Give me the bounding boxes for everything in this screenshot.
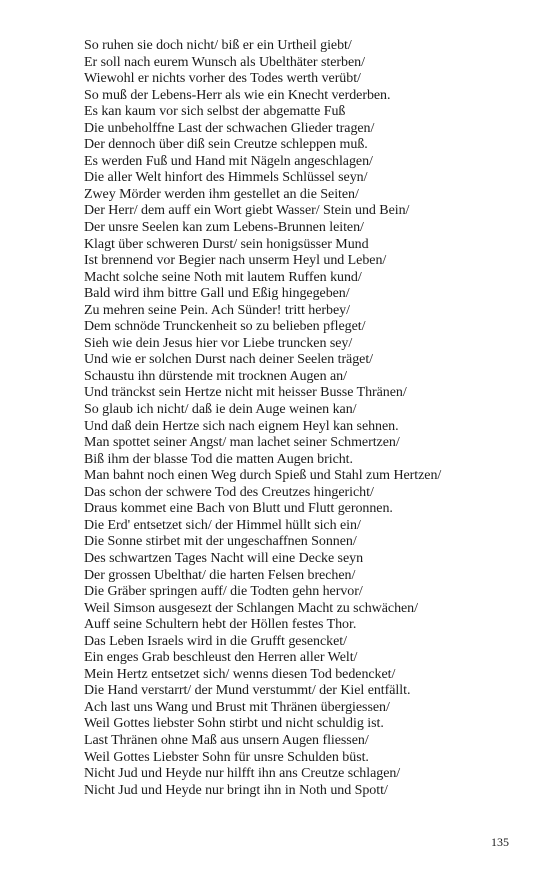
poem-line: Macht solche seine Noth mit lautem Ruffen kund/	[84, 269, 362, 285]
poem-line: Und tränckst sein Hertze nicht mit heisser Busse Thränen/	[84, 385, 407, 401]
poem-line: Es werden Fuß und Hand mit Nägeln angeschlagen/	[84, 153, 373, 169]
poem-line: Man spottet seiner Angst/ man lachet seiner Schmertzen/	[84, 435, 400, 451]
poem-line: Die Erd' entsetzet sich/ der Himmel hüllt sich ein/	[84, 517, 361, 533]
poem-line: Draus kommet eine Bach von Blutt und Flutt geronnen.	[84, 501, 393, 517]
poem-line: Und wie er solchen Durst nach deiner Seelen träget/	[84, 352, 374, 368]
poem-line: Klagt über schweren Durst/ sein honigsüsser Mund	[84, 236, 369, 252]
poem-line: Weil Gottes Liebster Sohn für unsre Schulden büst.	[84, 749, 369, 765]
poem-line: Ein enges Grab beschleust den Herren aller Welt/	[84, 650, 358, 666]
poem-line: So glaub ich nicht/ daß ie dein Auge weinen kan/	[84, 402, 357, 418]
poem-line: Biß ihm der blasse Tod die matten Augen bricht.	[84, 451, 353, 467]
poem-line: Der dennoch über diß sein Creutze schleppen muß.	[84, 137, 368, 153]
poem-line: Man bahnt noch einen Weg durch Spieß und Stahl zum Hertzen/	[84, 468, 442, 484]
poem-line: Mein Hertz entsetzet sich/ wenns diesen Tod bedencket/	[84, 666, 396, 682]
poem-line: Des schwartzen Tages Nacht will eine Decke seyn	[84, 550, 364, 566]
poem-line: So muß der Lebens-Herr als wie ein Knecht verderben.	[84, 87, 391, 103]
poem-line: Die Hand verstarrt/ der Mund verstummt/ der Kiel entfällt.	[84, 683, 411, 699]
poem-line: Die Gräber springen auff/ die Todten gehn hervor/	[84, 584, 363, 600]
poem-line: Der unsre Seelen kan zum Lebens-Brunnen leiten/	[84, 220, 364, 236]
poem-line: Last Thränen ohne Maß aus unsern Augen fliessen/	[84, 732, 369, 748]
poem-line: So ruhen sie doch nicht/ biß er ein Urtheil giebt/	[84, 38, 352, 53]
poem-line: Die Sonne stirbet mit der ungeschaffnen Sonnen/	[84, 534, 357, 550]
poem-line: Das schon der schwere Tod des Creutzes hingericht/	[84, 484, 374, 500]
poem-line: Wiewohl er nichts vorher des Todes werth verübt/	[84, 71, 361, 87]
poem-line: Dem schnöde Trunckenheit so zu belieben pfleget/	[84, 319, 366, 335]
page-number: 135	[491, 835, 509, 849]
poem-line: Auff seine Schultern hebt der Höllen festes Thor.	[84, 617, 357, 633]
poem-line: Er soll nach eurem Wunsch als Ubelthäter sterben/	[84, 54, 365, 70]
poem-line: Die unbeholffne Last der schwachen Glieder tragen/	[84, 120, 375, 136]
poem-line: Bald wird ihm bittre Gall und Eßig hingegeben/	[84, 286, 350, 302]
poem-text-block	[84, 38, 524, 799]
poem-line: Es kan kaum vor sich selbst der abgematte Fuß	[84, 104, 346, 120]
poem-line: Zu mehren seine Pein. Ach Sünder! tritt herbey/	[84, 302, 350, 318]
poem-line: Weil Simson ausgesezt der Schlangen Macht zu schwächen/	[84, 600, 418, 616]
poem-line: Und daß dein Hertze sich nach eignem Heyl kan sehnen.	[84, 418, 399, 434]
poem-line: Zwey Mörder werden ihm gestellet an die Seiten/	[84, 186, 359, 202]
poem-line: Schaustu ihn dürstende mit trocknen Augen an/	[84, 368, 347, 384]
poem-line: Nicht Jud und Heyde nur hilfft ihn ans Creutze schlagen/	[84, 766, 401, 782]
poem-line: Der grossen Ubelthat/ die harten Felsen brechen/	[84, 567, 356, 583]
poem-line: Ach last uns Wang und Brust mit Thränen übergiessen/	[84, 699, 390, 715]
poem-line: Ist brennend vor Begier nach unserm Heyl und Leben/	[84, 253, 387, 269]
poem-line: Das Leben Israels wird in die Grufft gesencket/	[84, 633, 347, 649]
poem-line: Der Herr/ dem auff ein Wort giebt Wasser/ Stein und Bein/	[84, 203, 410, 219]
poem-line: Sieh wie dein Jesus hier vor Liebe truncken sey/	[84, 335, 353, 351]
poem-line: Weil Gottes liebster Sohn stirbt und nicht schuldig ist.	[84, 716, 384, 732]
poem-line: Nicht Jud und Heyde nur bringt ihn in Noth und Spott/	[84, 782, 388, 798]
poem-line: Die aller Welt hinfort des Himmels Schlüssel seyn/	[84, 170, 368, 186]
